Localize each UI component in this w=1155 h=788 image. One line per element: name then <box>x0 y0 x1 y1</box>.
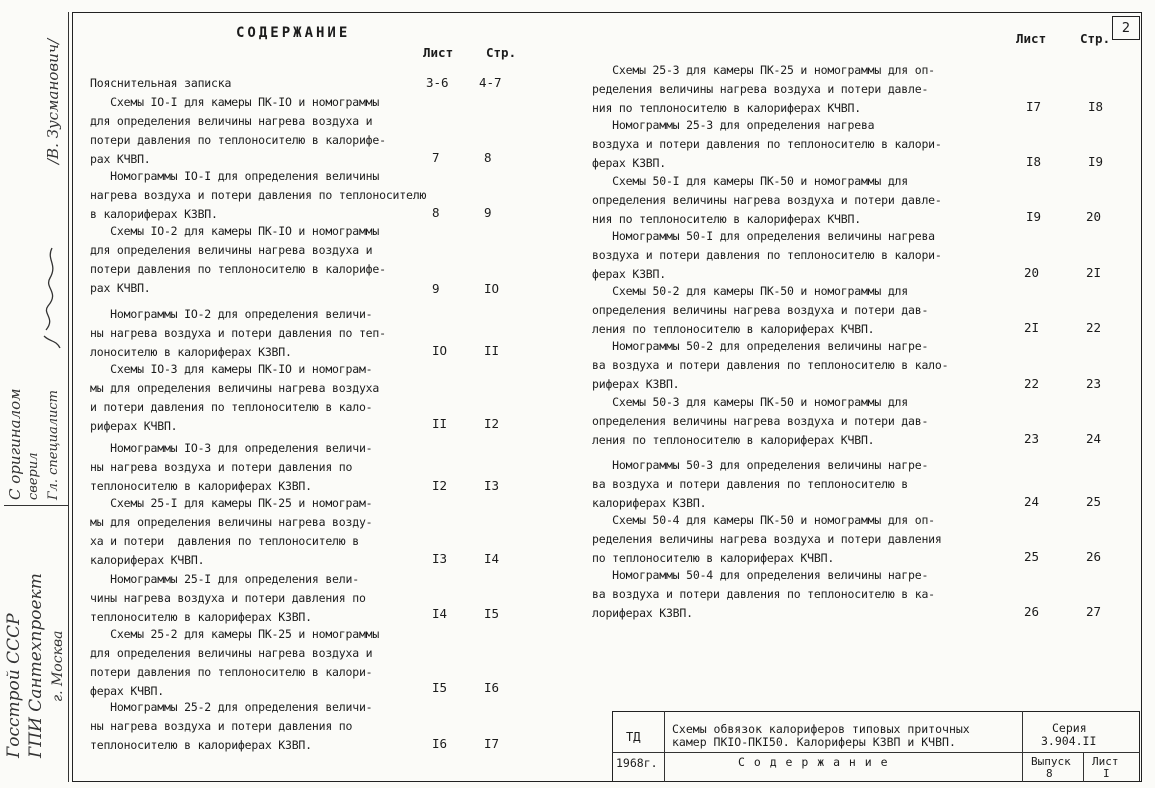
toc-entry-page: I4 <box>484 551 500 566</box>
cert-line-2: сверил <box>26 452 41 500</box>
right-col-sheet-header: Лист <box>1016 31 1047 46</box>
title-block-divider <box>1022 711 1023 782</box>
toc-entry-sheet: IO <box>432 343 448 358</box>
toc-entry-sheet: 2I <box>1024 320 1040 335</box>
toc-entry-sheet: I2 <box>432 478 448 493</box>
toc-entry-page: 25 <box>1086 494 1102 509</box>
org-line-2: ГПИ Сантехпроект <box>26 573 46 758</box>
title-block-divider <box>664 711 665 782</box>
toc-entry-sheet: 25 <box>1024 549 1040 564</box>
doc-year: 1968г. <box>616 756 658 770</box>
toc-entry-text: Схемы IO-3 для камеры ПК-IO и номограм- мы для определения величины нагрева воздуха и потери давления по теплоносителю в кало- риферах КЧВП. <box>90 362 380 433</box>
toc-entry-page: 22 <box>1086 320 1102 335</box>
toc-entry-sheet: 20 <box>1024 265 1040 280</box>
toc-entry-text: Номограммы 25-3 для определения нагрева воздуха и потери давления по теплоносителю в калори- ферах КЗВП. <box>592 118 942 170</box>
toc-entry-sheet: I8 <box>1026 154 1042 169</box>
toc-entry-page: I9 <box>1088 154 1104 169</box>
toc-entry-text: Схемы 50-2 для камеры ПК-50 и номограммы для определения величины нагрева воздуха и потери дав- ления по теплоносителю в калориферах КЧВП. <box>592 284 929 336</box>
toc-entry-page: I3 <box>484 478 500 493</box>
toc-entry-text: Номограммы 25-I для определения вели- чины нагрева воздуха и потери давления по теплоносителю в калориферах КЗВП. <box>90 572 366 624</box>
doc-description: Схемы обвязок калориферов типовых приточных камер ПКIO-ПКI50. Калориферы КЗВП и КЧВП. <box>672 722 970 749</box>
toc-entry-text: Номограммы 50-I для определения величины нагрева воздуха и потери давления по теплоносителю в калори- ферах КЗВП. <box>592 229 942 281</box>
left-col-sheet-header: Лист <box>423 45 454 60</box>
toc-entry-sheet: 7 <box>432 150 440 165</box>
toc-entry-text: Номограммы 50-4 для определения величины нагре- ва воздуха и потери давления по теплоносителю в ка- лориферах КЗВП. <box>592 568 935 620</box>
title-block-divider <box>1083 752 1084 782</box>
org-line-1: Госстрой СССР <box>4 613 24 758</box>
toc-entry-page: 4-7 <box>479 75 502 90</box>
toc-entry-text: Номограммы 50-2 для определения величины нагре- ва воздуха и потери давления по теплоносителю в кало- риферах КЗВП. <box>592 339 949 391</box>
toc-entry-text: Схемы 25-I для камеры ПК-25 и номограм- мы для определения величины нагрева возду- ха и потери давления по теплоносителю в калориферах КЧВП. <box>90 496 373 567</box>
toc-entry-sheet: I9 <box>1026 209 1042 224</box>
right-col-page-header: Стр. <box>1080 31 1111 46</box>
toc-entry-text: Схемы 50-3 для камеры ПК-50 и номограммы для определения величины нагрева воздуха и потери дав- ления по теплоносителю в калориферах КЧВП. <box>592 395 929 447</box>
toc-entry-text: Схемы 50-4 для камеры ПК-50 и номограммы для оп- ределения величины нагрева воздуха и потери давления по теплоносителю в калориферах КЧВП. <box>592 513 942 565</box>
series-value: 3.904.II <box>1041 734 1097 748</box>
toc-entry-page: 8 <box>484 150 492 165</box>
org-line-3: г. Москва <box>50 630 66 702</box>
sheet-label: Лист <box>1092 755 1119 768</box>
toc-entry-page: 9 <box>484 205 492 220</box>
toc-entry-sheet: 8 <box>432 205 440 220</box>
toc-entry-text: Номограммы IO-I для определения величины нагрева воздуха и потери давления по теплоносителю в калориферах КЗВП. <box>90 169 427 221</box>
cert-line-1: С оригиналом <box>6 388 24 500</box>
margin-divider <box>4 505 68 506</box>
doc-code: ТД <box>626 730 641 744</box>
sheet-value: I <box>1103 767 1110 780</box>
toc-entry-page: I2 <box>484 416 500 431</box>
toc-entry-text: Пояснительная записка <box>90 76 232 90</box>
left-col-page-header: Стр. <box>486 45 517 60</box>
toc-entry-text: Схемы 25-2 для камеры ПК-25 и номограммы для определения величины нагрева воздуха и потери давления по теплоносителю в калори- ферах КЧВП. <box>90 627 380 698</box>
toc-entry-page: 27 <box>1086 604 1102 619</box>
signature <box>36 244 68 358</box>
toc-entry-sheet: 24 <box>1024 494 1040 509</box>
toc-entry-page: 2I <box>1086 265 1102 280</box>
toc-entry-text: Номограммы IO-2 для определения величи- ны нагрева воздуха и потери давления по теп- лоносителю в калориферах КЗВП. <box>90 307 386 359</box>
toc-entry-sheet: 9 <box>432 281 440 296</box>
series-label: Серия <box>1052 721 1087 735</box>
toc-entry-sheet: I7 <box>1026 99 1042 114</box>
doc-title: С о д е р ж а н и е <box>738 755 889 769</box>
toc-entry-sheet: 22 <box>1024 376 1040 391</box>
toc-entry-sheet: I5 <box>432 680 448 695</box>
margin-line <box>68 12 69 782</box>
cert-line-3: Гл. специалист <box>46 390 61 500</box>
toc-entry-page: II <box>484 343 500 358</box>
toc-entry-page: 23 <box>1086 376 1102 391</box>
toc-entry-sheet: 23 <box>1024 431 1040 446</box>
toc-entry-text: Номограммы 25-2 для определения величи- ны нагрева воздуха и потери давления по теплоносителю в калориферах КЗВП. <box>90 700 373 752</box>
issue-label: Выпуск <box>1031 755 1071 768</box>
toc-entry-sheet: I3 <box>432 551 448 566</box>
toc-entry-page: 26 <box>1086 549 1102 564</box>
toc-entry-text: Схемы IO-2 для камеры ПК-IO и номограммы для определения величины нагрева воздуха и потери давления по теплоносителю в калорифе- рах КЧВП. <box>90 224 386 295</box>
title-block-divider <box>612 752 1140 753</box>
toc-entry-sheet: I6 <box>432 736 448 751</box>
toc-entry-sheet: I4 <box>432 606 448 621</box>
toc-entry-sheet: II <box>432 416 448 431</box>
toc-entry-page: 24 <box>1086 431 1102 446</box>
toc-entry-text: Схемы 25-3 для камеры ПК-25 и номограммы для оп- ределения величины нагрева воздуха и потери давле- ния по теплоносителю в калориферах КЧВП. <box>592 63 935 115</box>
toc-entry-text: Схемы IO-I для камеры ПК-IO и номограммы для определения величины нагрева воздуха и потери давления по теплоносителю в калорифе- рах КЧВП. <box>90 95 386 166</box>
toc-entry-page: I7 <box>484 736 500 751</box>
toc-entry-page: I5 <box>484 606 500 621</box>
toc-entry-page: I6 <box>484 680 500 695</box>
toc-entry-page: I8 <box>1088 99 1104 114</box>
issue-value: 8 <box>1046 767 1053 780</box>
page-title: СОДЕРЖАНИЕ <box>236 25 351 41</box>
signer-name: /В. Зусманович/ <box>44 38 62 164</box>
toc-entry-sheet: 3-6 <box>426 75 449 90</box>
toc-entry-text: Номограммы 50-3 для определения величины нагре- ва воздуха и потери давления по теплоносителю в калориферах КЗВП. <box>592 458 929 510</box>
toc-entry-page: 20 <box>1086 209 1102 224</box>
toc-entry-text: Схемы 50-I для камеры ПК-50 и номограммы для определения величины нагрева воздуха и потери давле- ния по теплоносителю в калориферах КЧВП. <box>592 174 942 226</box>
toc-entry-sheet: 26 <box>1024 604 1040 619</box>
toc-entry-page: IO <box>484 281 500 296</box>
sheet-number: 2 <box>1112 16 1140 40</box>
toc-entry-text: Номограммы IO-3 для определения величи- ны нагрева воздуха и потери давления по теплоносителю в калориферах КЗВП. <box>90 441 373 493</box>
